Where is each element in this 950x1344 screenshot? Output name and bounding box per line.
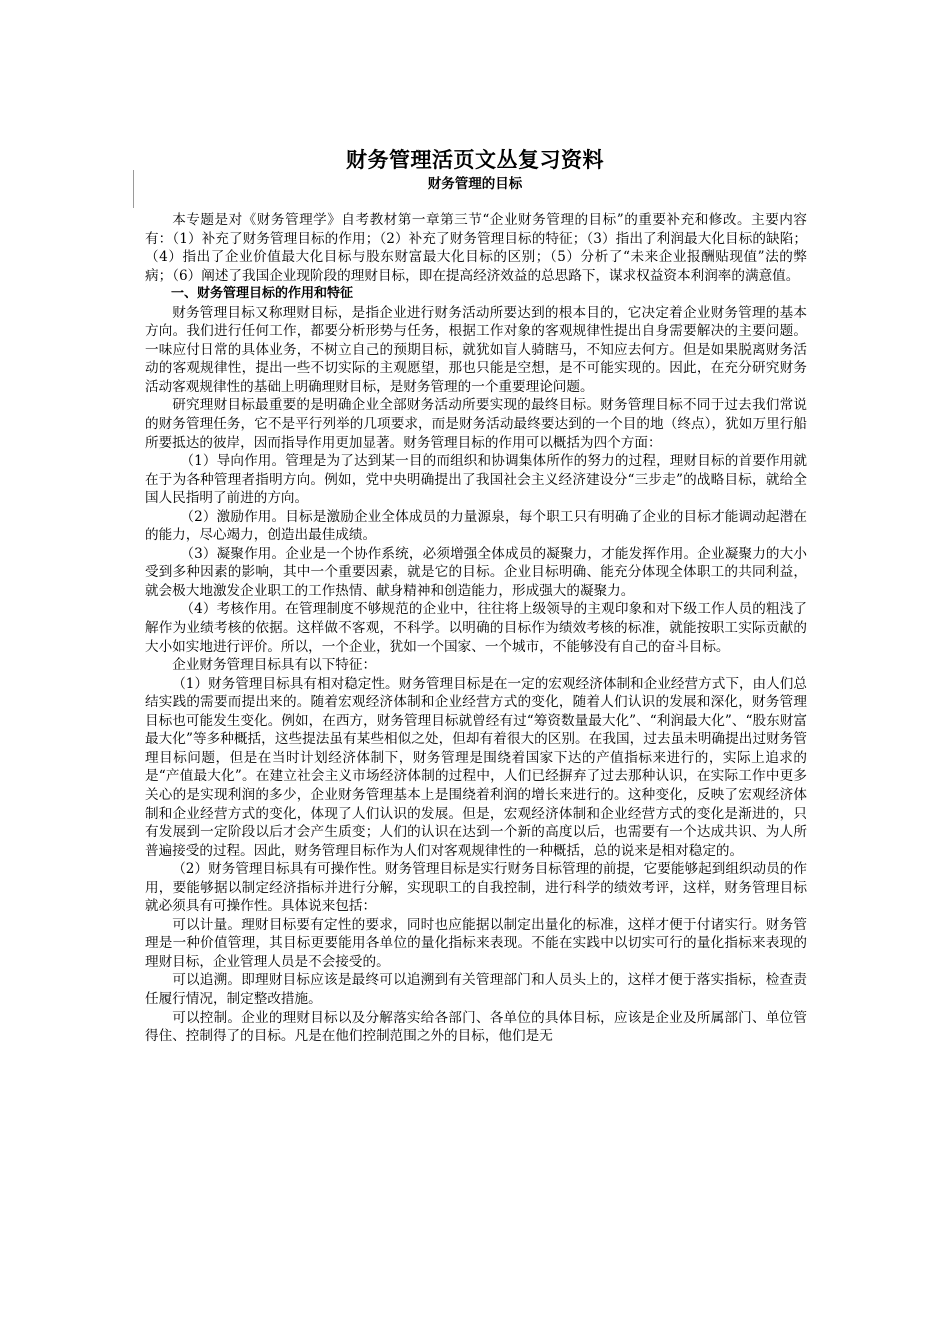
paragraph: 可以追溯。即理财目标应该是最终可以追溯到有关管理部门和人员头上的，这样才便于落实指标，检查责任履行情况，制定整改措施。 [145, 972, 807, 1007]
section-heading: 一、财务管理目标的作用和特征 [171, 286, 354, 302]
document-body [145, 211, 807, 1046]
document-subtitle: 财务管理的目标 [427, 176, 523, 192]
paragraph: 财务管理目标又称理财目标，是指企业进行财务活动所要达到的根本目的，它决定着企业财务管理的基本方向。我们进行任何工作，都要分析形势与任务，根据工作对象的客观规律性提出自身需要解决的主要问题。一味应付日常的具体业务，不树立自己的预期目标，就犹如盲人骑瞎马，不知应去何方。但是如果脱离财务活动的客观规律性，提出一些不切实际的主观愿望，那也只能是空想，是不可能实现的。因此，在充分研究财务活动客观规律性的基础上明确理财目标，是财务管理的一个重要理论问题。 [145, 304, 807, 395]
paragraph: 企业财务管理目标具有以下特征： [172, 657, 377, 674]
paragraph: 研究理财目标最重要的是明确企业全部财务活动所要实现的最终目标。财务管理目标不同于过去我们常说的财务管理任务，它不是平行列举的几项要求，而是财务活动最终要达到的一个目的地（终点），犹如万里行船所要抵达的彼岸，因而指导作用更加显著。财务管理目标的作用可以概括为四个方面： [145, 397, 807, 451]
paragraph: 可以计量。理财目标要有定性的要求，同时也应能据以制定出量化的标准，这样才便于付诸实行。财务管理是一种价值管理，其目标更要能用各单位的量化指标来表现。不能在实践中以切实可行的量化指标来表现的理财目标，企业管理人员是不会接受的。 [145, 916, 807, 970]
paragraph: （3）凝聚作用。企业是一个协作系统，必须增强全体成员的凝聚力，才能发挥作用。企业凝聚力的大小受到多种因素的影响，其中一个重要因素，就是它的目标。企业目标明确、能充分体现全体职工的共同利益，就会极大地激发企业职工的工作热情、献身精神和创造能力，形成强大的凝聚力。 [145, 545, 807, 599]
paragraph: 本专题是对《财务管理学》自考教材第一章第三节“企业财务管理的目标”的重要补充和修改。主要内容有：（1）补充了财务管理目标的作用；（2）补充了财务管理目标的特征；（3）指出了利润最大化目标的缺陷；（4）指出了企业价值最大化目标与股东财富最大化目标的区别；（5）分析了“未来企业报酬贴现值”法的弊病；（6）阐述了我国企业现阶段的理财目标，即在提高经济效益的总思路下，谋求权益资本利润率的满意值。 [145, 212, 807, 284]
paragraph: （4）考核作用。在管理制度不够规范的企业中，往往将上级领导的主观印象和对下级工作人员的粗浅了解作为业绩考核的依据。这样做不客观，不科学。以明确的目标作为绩效考核的标准，就能按职工实际贡献的大小如实地进行评价。所以，一个企业，犹如一个国家、一个城市，不能够没有自己的奋斗目标。 [145, 601, 807, 655]
document-title: 财务管理活页文丛复习资料 [346, 148, 604, 172]
paragraph: （2）激励作用。目标是激励企业全体成员的力量源泉，每个职工只有明确了企业的目标才能调动起潜在的能力，尽心竭力，创造出最佳成绩。 [145, 508, 807, 544]
paragraph: （1）财务管理目标具有相对稳定性。财务管理目标是在一定的宏观经济体制和企业经营方式下，由人们总结实践的需要而提出来的。随着宏观经济体制和企业经营方式的变化，随着人们认识的发展和深化，财务管理目标也可能发生变化。例如，在西方，财务管理目标就曾经有过“筹资数量最大化”、“利润最大化”、“股东财富最大化”等多种概括，这些提法虽有某些相似之处，但却有着很大的区别。在我国，过去虽未明确提出过财务管理目标问题，但是在当时计划经济体制下，财务管理是围绕着国家下达的产值指标来进行的，实际上追求的是“产值最大化”。在建立社会主义市场经济体制的过程中，人们已经摒弃了过去那种认识，在实际工作中更多关心的是实现利润的多少，企业财务管理基本上是围绕着利润的增长来进行的。这种变化，反映了宏观经济体制和企业经营方式的变化，体现了人们认识的发展。但是，宏观经济体制和企业经营方式的变化是渐进的，只有发展到一定阶段以后才会产生质变；人们的认识在达到一个新的高度以后，也需要有一个达成共识、为人所普遍接受的过程。因此，财务管理目标作为人们对客观规律性的一种概括，总的说来是相对稳定的。 [145, 675, 807, 859]
paragraph: （1）导向作用。管理是为了达到某一目的而组织和协调集体所作的努力的过程，理财目标的首要作用就在于为各种管理者指明方向。例如，党中央明确提出了我国社会主义经济建设分“三步走”的战略目标，就给全国人民指明了前进的方向。 [145, 453, 807, 507]
paragraph: （2）财务管理目标具有可操作性。财务管理目标是实行财务目标管理的前提，它要能够起到组织动员的作用，要能够据以制定经济指标并进行分解，实现职工的自我控制，进行科学的绩效考评，这样，财务管理目标就必须具有可操作性。具体说来包括： [145, 861, 807, 915]
paragraph: 可以控制。企业的理财目标以及分解落实给各部门、各单位的具体目标，应该是企业及所属部门、单位管得住、控制得了的目标。凡是在他们控制范围之外的目标，他们是无 [145, 1009, 807, 1045]
